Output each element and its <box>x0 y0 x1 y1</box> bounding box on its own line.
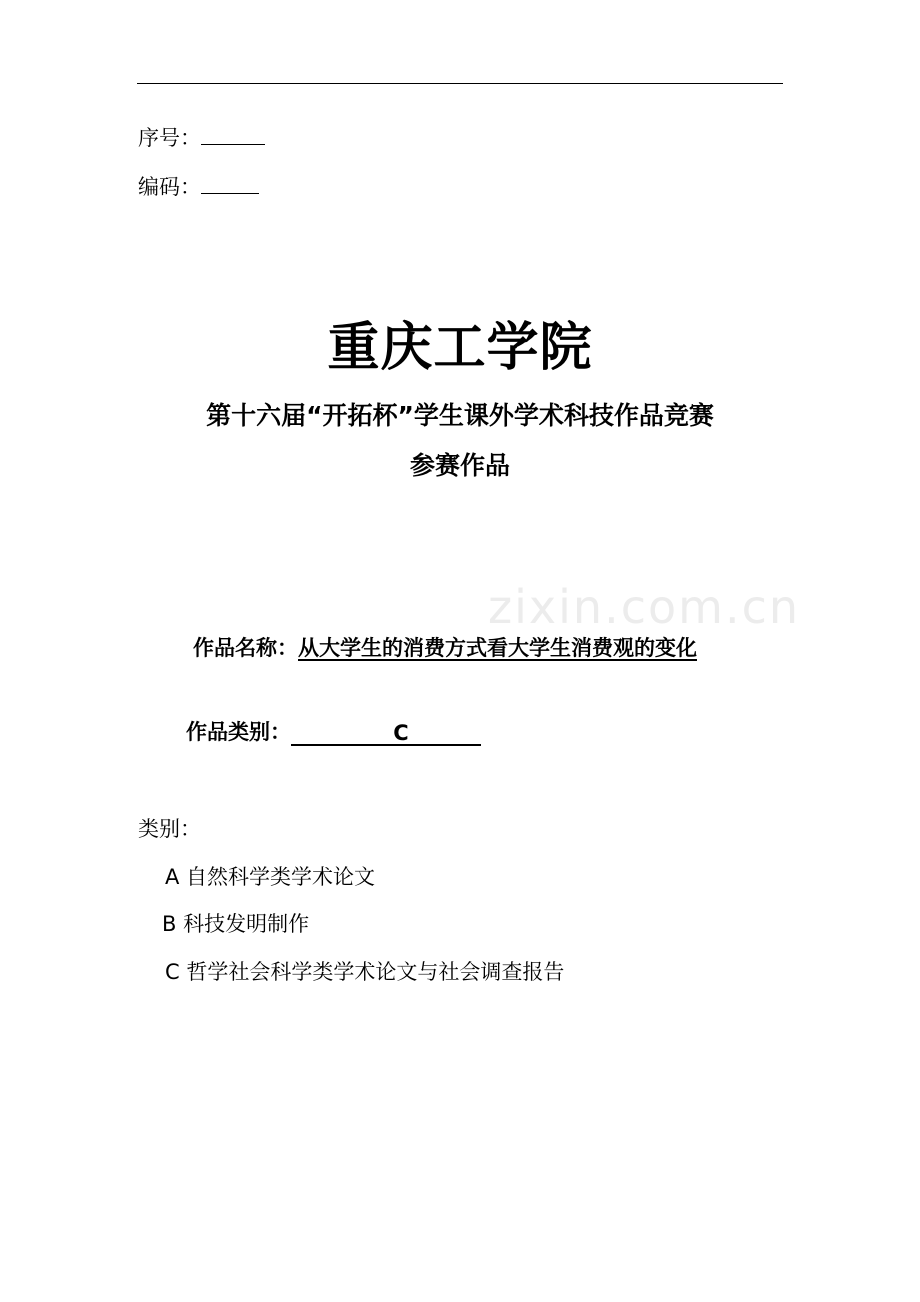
header-rule <box>137 83 783 84</box>
category-item-c: C 哲学社会科学类学术论文与社会调查报告 <box>165 960 565 984</box>
serial-number-label: 序号： <box>138 126 201 150</box>
work-category-line <box>186 718 481 746</box>
serial-number-blank <box>201 124 265 145</box>
code-blank <box>201 173 259 194</box>
work-name-value: 从大学生的消费方式看大学生消费观的变化 <box>298 636 697 660</box>
work-category-label: 作品类别： <box>186 720 291 744</box>
code-label: 编码： <box>138 175 201 199</box>
work-name-label: 作品名称： <box>193 636 298 660</box>
serial-number-line <box>138 124 265 151</box>
category-item-b: B 科技发明制作 <box>162 912 310 936</box>
school-name: 重庆工学院 <box>327 318 593 378</box>
category-item-a: A 自然科学类学术论文 <box>165 865 376 889</box>
work-category-value: C <box>291 720 481 746</box>
watermark: zixin.com.cn <box>488 580 801 634</box>
work-name-line <box>193 634 697 662</box>
contest-title: 第十六届“开拓杯”学生课外学术科技作品竞赛 <box>206 401 714 430</box>
categories-heading: 类别： <box>138 817 201 841</box>
code-line <box>138 173 259 200</box>
contest-subtitle: 参赛作品 <box>409 451 510 480</box>
